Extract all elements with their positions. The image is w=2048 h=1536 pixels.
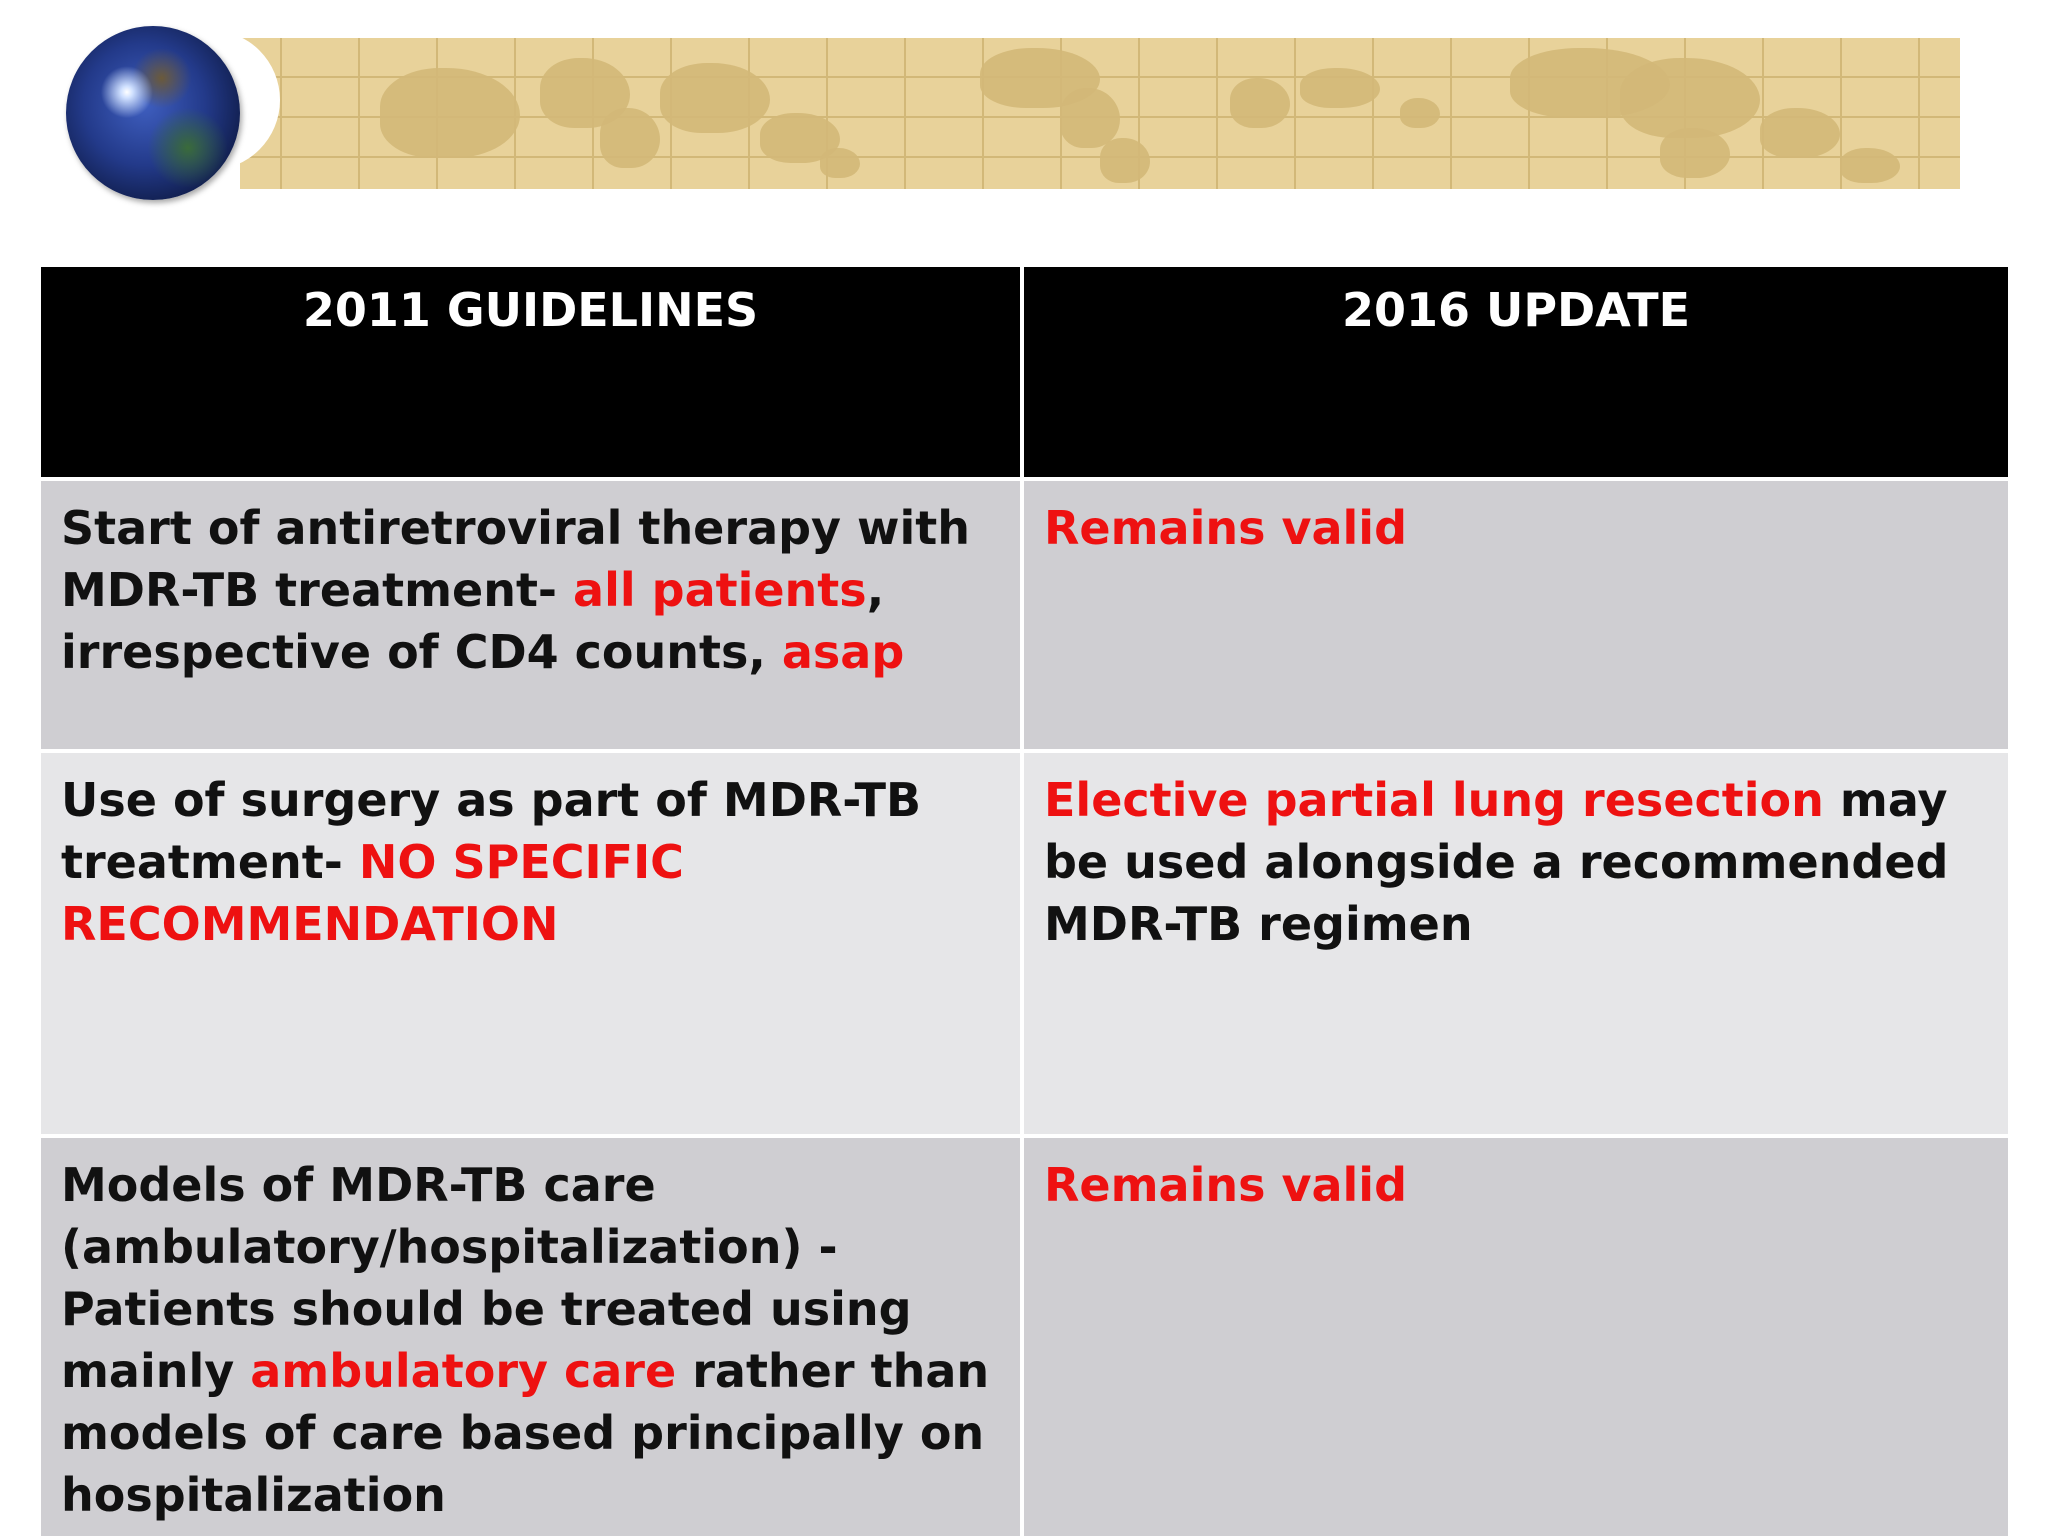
map-landmass [1620, 58, 1760, 138]
cell-text: Models of MDR-TB care (ambulatory/hospitalization) - Patients should be treated using mainly [61, 1158, 912, 1398]
map-landmass [1660, 128, 1730, 178]
cell-text: Start of antiretroviral therapy with MDR-TB treatment- [61, 501, 971, 617]
row-3-right-cell [1024, 1138, 2008, 1536]
highlighted-text: NO SPECIFIC RECOMMENDATION [61, 835, 684, 951]
header-2016-update: 2016 UPDATE [1024, 267, 2008, 477]
map-grid-line [1372, 38, 1374, 189]
globe-icon [66, 26, 240, 200]
map-grid-line [1918, 38, 1920, 189]
map-landmass [1100, 138, 1150, 183]
map-grid-line [358, 38, 360, 189]
row-1-left-cell [41, 481, 1020, 749]
row-2-right-cell [1024, 753, 2008, 1134]
map-landmass [1760, 108, 1840, 158]
world-map-banner [240, 38, 1960, 189]
highlighted-text: Elective partial lung resection [1044, 773, 1824, 827]
highlighted-text: asap [781, 625, 905, 679]
cell-text: rather than models of care based principally on hospitalization [61, 1344, 990, 1522]
map-grid-line [280, 38, 282, 189]
map-landmass [820, 148, 860, 178]
cell-text: , irrespective of CD4 counts, [61, 563, 885, 679]
map-landmass [1840, 148, 1900, 183]
map-landmass [1300, 68, 1380, 108]
cell-text: Use of surgery as part of MDR-TB treatment- [61, 773, 922, 889]
row-2-left-cell [41, 753, 1020, 1134]
highlighted-text: all patients [573, 563, 867, 617]
map-grid-line [1450, 38, 1452, 189]
map-grid-line [1216, 38, 1218, 189]
map-landmass [1400, 98, 1440, 128]
highlighted-text: Remains valid [1044, 1158, 1407, 1212]
map-grid-line [982, 38, 984, 189]
header-2011-guidelines: 2011 GUIDELINES [41, 267, 1020, 477]
map-landmass [660, 63, 770, 133]
map-grid-line [904, 38, 906, 189]
highlighted-text: ambulatory care [250, 1344, 677, 1398]
map-grid-line [1294, 38, 1296, 189]
cell-text: may be used alongside a recommended MDR-TB regimen [1044, 773, 1949, 951]
map-landmass [380, 68, 520, 158]
row-1-right-cell [1024, 481, 2008, 749]
map-landmass [600, 108, 660, 168]
highlighted-text: Remains valid [1044, 501, 1407, 555]
map-landmass [1230, 78, 1290, 128]
map-grid-line [1762, 38, 1764, 189]
row-3-left-cell [41, 1138, 1020, 1536]
comparison-table [41, 267, 2008, 1536]
